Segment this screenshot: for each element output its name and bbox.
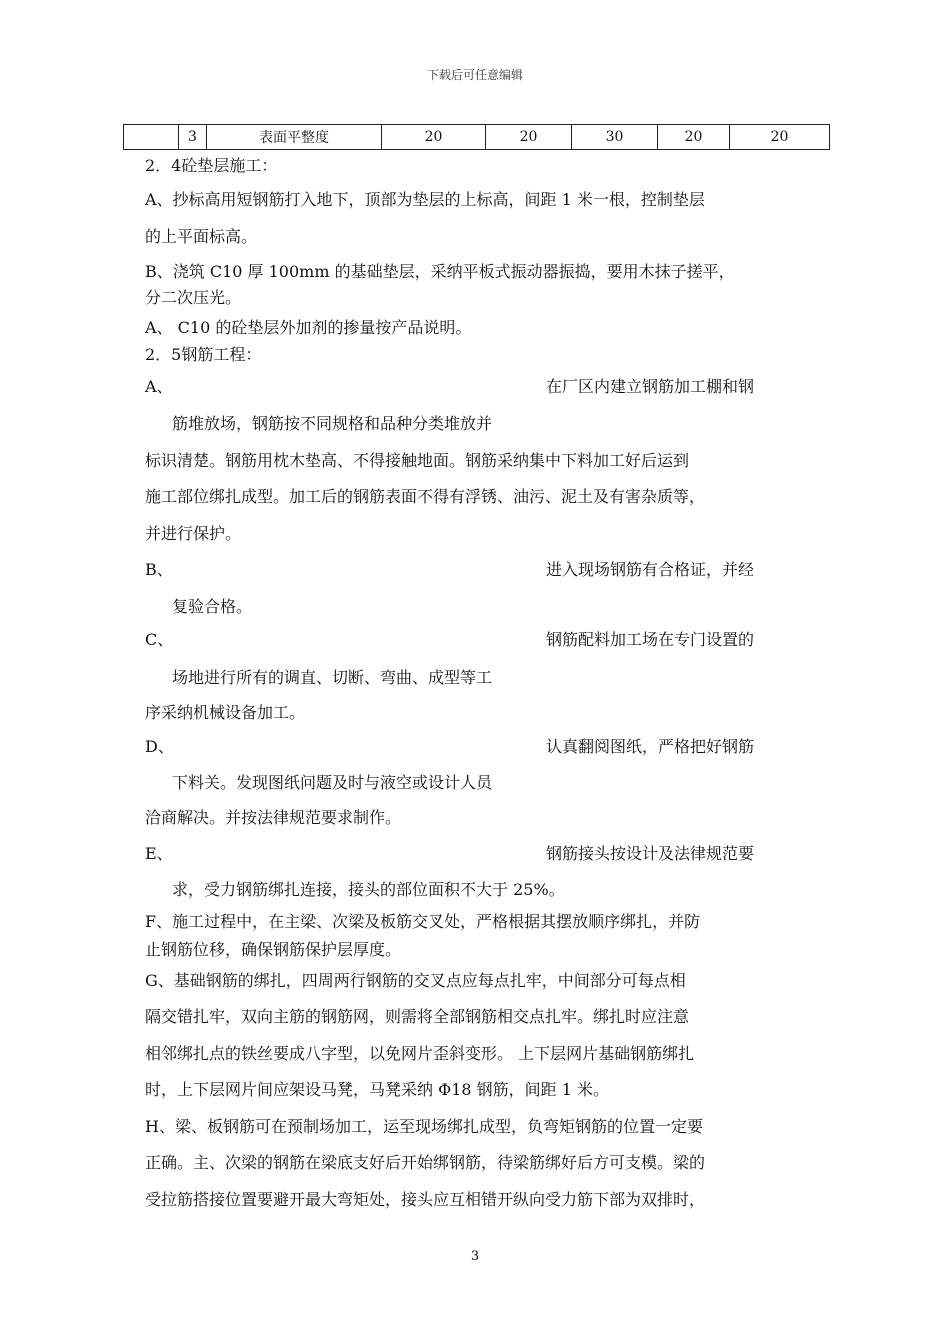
table-cell: 30 xyxy=(572,125,658,150)
paragraph-line: 序采纳机械设备加工。 xyxy=(145,703,306,722)
spec-table xyxy=(123,124,830,150)
paragraph-line: 钢筋接头按设计及法律规范要 xyxy=(546,844,755,863)
paragraph-line: 场地进行所有的调直、切断、弯曲、成型等工 xyxy=(172,668,493,687)
table-cell xyxy=(124,125,179,150)
table-cell: 3 xyxy=(179,125,207,150)
paragraph-line: 钢筋配料加工场在专门设置的 xyxy=(546,630,755,649)
section-heading: 2．5钢筋工程： xyxy=(145,345,262,364)
paragraph-line: H、梁、板钢筋可在预制场加工，运至现场绑扎成型，负弯矩钢筋的位置一定要 xyxy=(145,1117,703,1136)
header-note: 下载后可任意编辑 xyxy=(426,68,523,82)
paragraph-line: G、基础钢筋的绑扎，四周两行钢筋的交叉点应每点扎牢，中间部分可每点相 xyxy=(145,971,686,990)
item-label: D、 xyxy=(145,737,174,756)
item-label: B、 xyxy=(145,560,173,579)
paragraph-line: 并进行保护。 xyxy=(145,524,242,543)
item-label: C、 xyxy=(145,630,174,649)
paragraph-line: 时，上下层网片间应架设马凳，马凳采纳 Φ18 钢筋，间距 1 米。 xyxy=(145,1080,610,1099)
paragraph-line: F、施工过程中，在主梁、次梁及板筋交叉处，严格根据其摆放顺序绑扎，并防 xyxy=(145,912,701,931)
paragraph-line: 隔交错扎牢，双向主筋的钢筋网，则需将全部钢筋相交点扎牢。绑扎时应注意 xyxy=(145,1007,690,1026)
paragraph-line: 复验合格。 xyxy=(172,597,253,616)
paragraph-line: 认真翻阅图纸，严格把好钢筋 xyxy=(546,737,755,756)
paragraph-line: 在厂区内建立钢筋加工棚和钢 xyxy=(546,377,755,396)
paragraph-line: 正确。主、次梁的钢筋在梁底支好后开始绑钢筋，待梁筋绑好后方可支模。梁的 xyxy=(145,1153,706,1172)
paragraph-line: 施工部位绑扎成型。加工后的钢筋表面不得有浮锈、油污、泥土及有害杂质等， xyxy=(145,487,706,506)
paragraph-line: 标识清楚。钢筋用枕木垫高、不得接触地面。钢筋采纳集中下料加工好后运到 xyxy=(145,451,690,470)
paragraph-line: 洽商解决。并按法律规范要求制作。 xyxy=(145,808,402,827)
item-label: A、 xyxy=(145,377,173,396)
paragraph-line: A、抄标高用短钢筋打入地下，顶部为垫层的上标高，间距 1 米一根，控制垫层 xyxy=(145,190,705,209)
paragraph-line: 止钢筋位移，确保钢筋保护层厚度。 xyxy=(145,940,402,959)
paragraph-line: 分二次压光。 xyxy=(145,288,242,307)
paragraph-line: 的上平面标高。 xyxy=(145,227,258,246)
table-cell: 20 xyxy=(658,125,730,150)
paragraph-line: A、 C10 的砼垫层外加剂的掺量按产品说明。 xyxy=(145,318,472,337)
paragraph-line: 相邻绑扎点的铁丝要成八字型，以免网片歪斜变形。 上下层网片基础钢筋绑扎 xyxy=(145,1044,695,1063)
table-row xyxy=(124,125,830,150)
table-cell: 20 xyxy=(486,125,572,150)
page-number: 3 xyxy=(470,1249,480,1264)
paragraph-line: 下料关。发现图纸问题及时与液空或设计人员 xyxy=(172,773,493,792)
table-cell: 20 xyxy=(382,125,486,150)
item-label: E、 xyxy=(145,844,173,863)
table-cell: 表面平整度 xyxy=(207,125,382,150)
paragraph-line: 求，受力钢筋绑扎连接，接头的部位面积不大于 25%。 xyxy=(172,880,565,899)
paragraph-line: 进入现场钢筋有合格证，并经 xyxy=(546,560,755,579)
section-heading: 2．4砼垫层施工： xyxy=(145,156,278,175)
paragraph-line: 受拉筋搭接位置要避开最大弯矩处，接头应互相错开纵向受力筋下部为双排时， xyxy=(145,1190,706,1209)
paragraph-line: B、浇筑 C10 厚 100mm 的基础垫层，采纳平板式振动器振捣，要用木抹子搓平， xyxy=(145,262,735,281)
paragraph-line: 筋堆放场，钢筋按不同规格和品种分类堆放并 xyxy=(172,414,493,433)
table-cell: 20 xyxy=(730,125,830,150)
